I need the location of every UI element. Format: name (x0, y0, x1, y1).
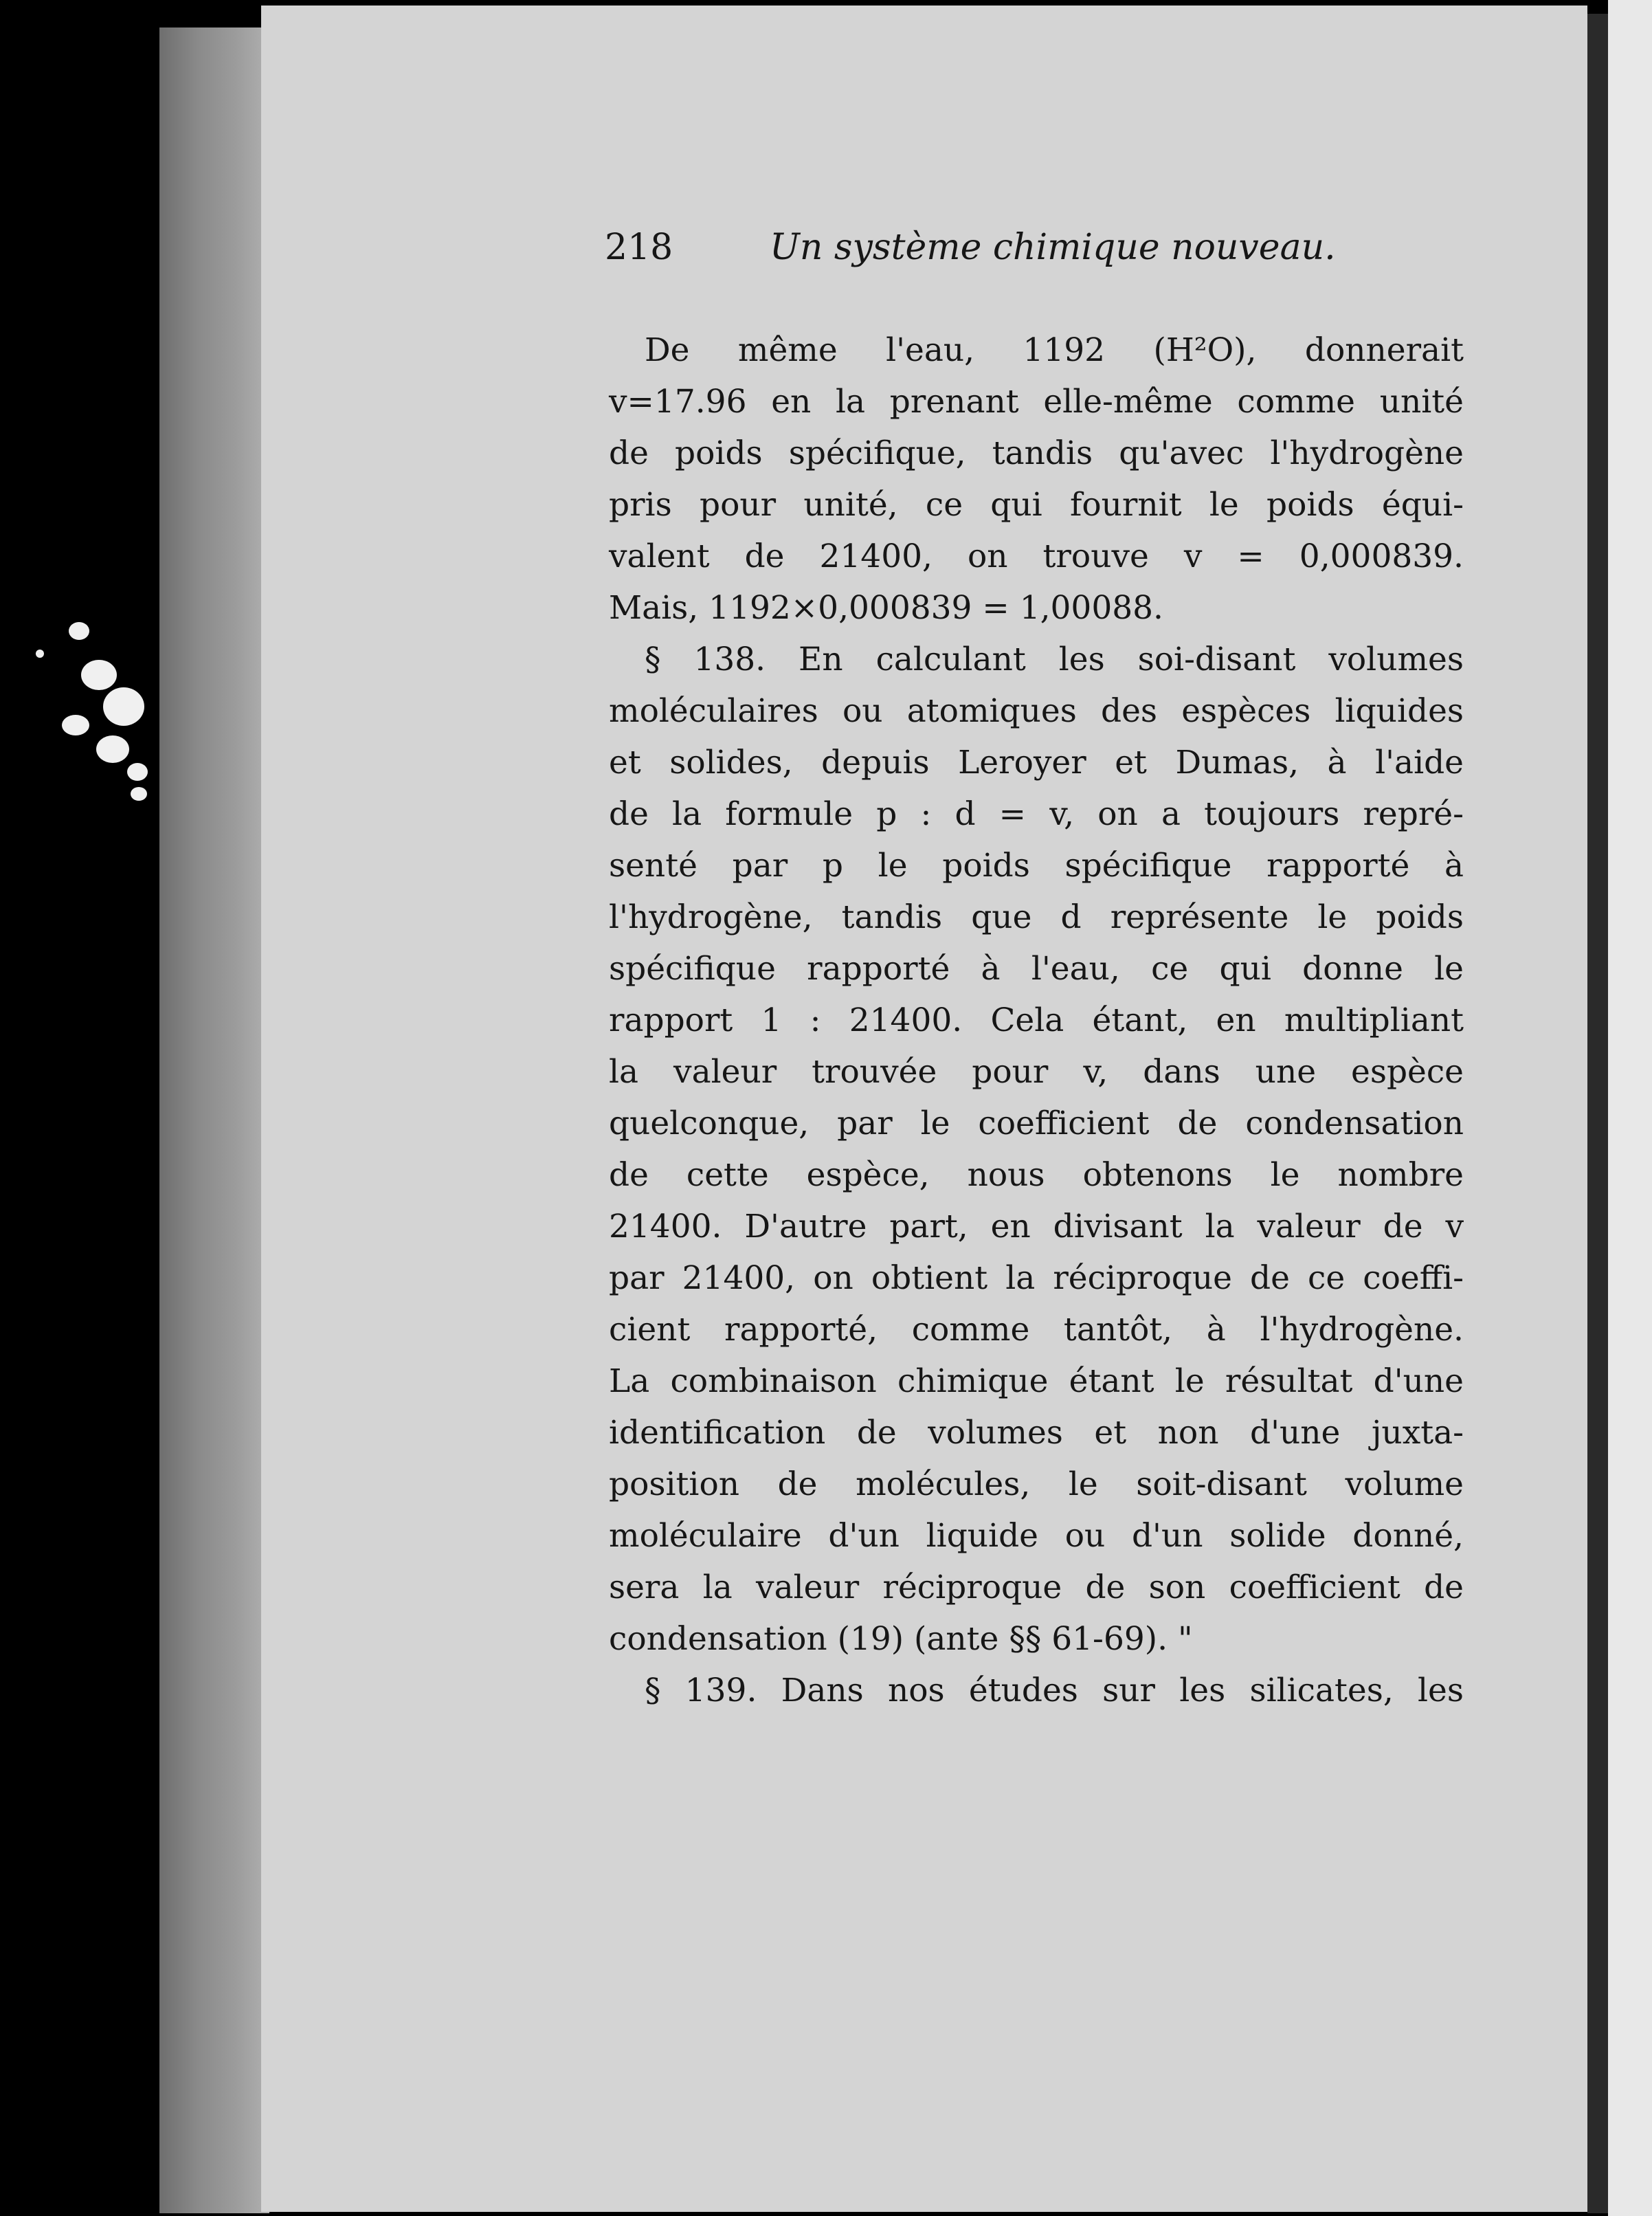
gutter-strip (1587, 14, 1608, 2213)
text-line: spécifique rapporté à l'eau, ce qui donne le (609, 950, 1464, 988)
text-line: de poids spécifique, tandis qu'avec l'hydrogène (609, 434, 1464, 472)
scan-speck (127, 763, 148, 781)
text-line: § 138. En calculant les soi-disant volumes (645, 641, 1464, 678)
scan-speck (103, 687, 144, 726)
text-line: Mais, 1192×0,000839 = 1,00088. (609, 589, 1163, 627)
text-line: et solides, depuis Leroyer et Dumas, à l'aide (609, 744, 1464, 782)
scan-speck (81, 660, 117, 690)
text-line: condensation (19) (ante §§ 61-69). " (609, 1620, 1193, 1658)
text-line: senté par p le poids spécifique rapporté à (609, 847, 1464, 885)
text-line: pris pour unité, ce qui fournit le poids équi- (609, 486, 1464, 524)
scan-speck (131, 787, 147, 801)
text-line: v=17.96 en la prenant elle-même comme unité (609, 383, 1464, 421)
scan-speck (36, 650, 44, 658)
text-line: valent de 21400, on trouve v = 0,000839. (609, 538, 1464, 575)
text-line: § 139. Dans nos études sur les silicates, les (645, 1672, 1464, 1709)
text-line: sera la valeur réciproque de son coefficient de (609, 1569, 1464, 1606)
page-edge-shadow (159, 27, 269, 2213)
scan-speck (96, 735, 129, 763)
text-line: rapport 1 : 21400. Cela étant, en multipliant (609, 1001, 1464, 1039)
running-title: Un système chimique nouveau. (770, 227, 1336, 268)
text-line: La combinaison chimique étant le résultat d'une (609, 1362, 1464, 1400)
running-header (605, 227, 1498, 275)
scan-speck (69, 622, 89, 640)
page-number: 218 (605, 227, 673, 268)
text-line: De même l'eau, 1192 (H²O), donnerait (645, 331, 1464, 369)
text-line: moléculaire d'un liquide ou d'un solide donné, (609, 1517, 1464, 1555)
text-line: quelconque, par le coefficient de condensation (609, 1105, 1464, 1142)
text-line: cient rapporté, comme tantôt, à l'hydrogène. (609, 1311, 1464, 1349)
text-line: l'hydrogène, tandis que d représente le poids (609, 898, 1464, 936)
text-line: par 21400, on obtient la réciproque de ce coeffi- (609, 1259, 1464, 1297)
text-line: position de molécules, le soit-disant volume (609, 1465, 1464, 1503)
text-line: identification de volumes et non d'une juxta- (609, 1414, 1464, 1452)
text-line: la valeur trouvée pour v, dans une espèce (609, 1053, 1464, 1091)
scan-speck (62, 715, 89, 735)
text-line: 21400. D'autre part, en divisant la valeur de v (609, 1208, 1464, 1245)
text-line: de cette espèce, nous obtenons le nombre (609, 1156, 1464, 1194)
text-line: de la formule p : d = v, on a toujours repré- (609, 795, 1464, 833)
next-page-edge (1608, 0, 1652, 2216)
text-line: moléculaires ou atomiques des espèces liquides (609, 692, 1464, 730)
body-text (609, 324, 1464, 1716)
